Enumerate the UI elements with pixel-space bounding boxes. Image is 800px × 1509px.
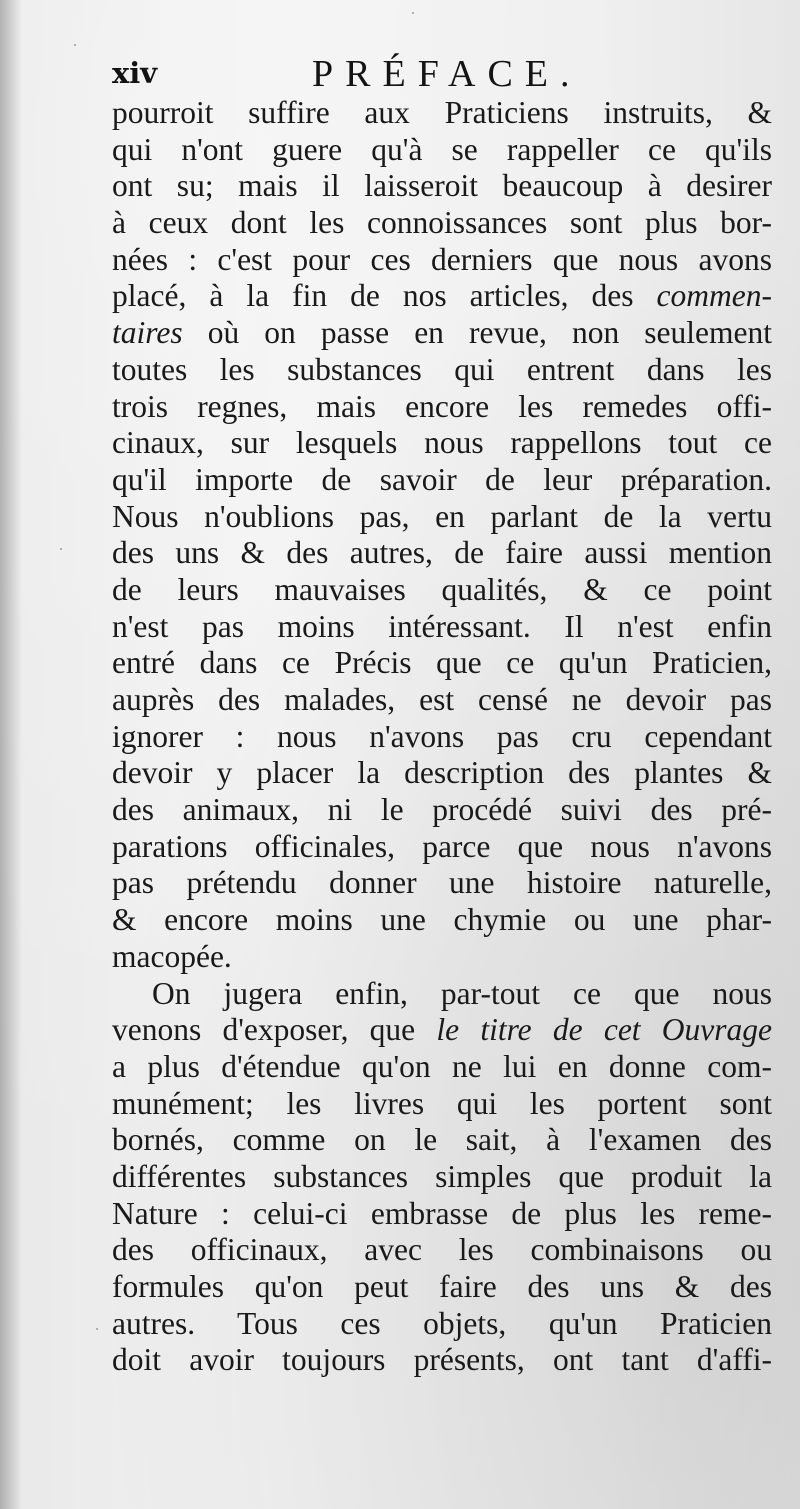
text-line bbox=[112, 1012, 772, 1049]
text-line: devoir y placer la description des plantes & bbox=[112, 755, 772, 791]
paper-speck bbox=[74, 44, 76, 46]
text-segment: placé, à la fin de nos articles, des bbox=[112, 278, 657, 314]
text-line: ignorer : nous n'avons pas cru cependant bbox=[112, 718, 772, 754]
text-line: trois regnes, mais encore les remedes offi- bbox=[112, 388, 772, 424]
text-segment: venons d'exposer, que bbox=[112, 1012, 437, 1048]
text-line: des animaux, ni le procédé suivi des pré- bbox=[112, 792, 772, 828]
italic-segment: taires bbox=[112, 315, 183, 351]
text-line: des officinaux, avec les combinaisons ou bbox=[112, 1232, 772, 1268]
text-line: & encore moins une chymie ou une phar- bbox=[112, 902, 772, 938]
text-line: de leurs mauvaises qualités, & ce point bbox=[112, 571, 772, 607]
text-line: auprès des malades, est censé ne devoir pas bbox=[112, 682, 772, 717]
text-line: cinaux, sur lesquels nous rappellons tout ce bbox=[112, 425, 772, 461]
text-line: à ceux dont les connoissances sont plus bor- bbox=[112, 205, 772, 241]
text-line: parations officinales, parce que nous n'avons bbox=[112, 828, 772, 864]
text-line bbox=[112, 315, 772, 352]
text-line: n'est pas moins intéressant. Il n'est enfin bbox=[112, 608, 772, 644]
italic-segment: le titre de cet Ouvrage bbox=[436, 1012, 772, 1048]
text-line: Nature : celui-ci embrasse de plus les reme- bbox=[112, 1195, 772, 1231]
text-line: On jugera enfin, par-tout ce que nous bbox=[152, 975, 772, 1011]
text-line: a plus d'étendue qu'on ne lui en donne com- bbox=[112, 1048, 772, 1084]
text-line: munément; les livres qui les portent sont bbox=[112, 1085, 772, 1121]
paper-speck bbox=[60, 548, 62, 550]
text-line: différentes substances simples que produit la bbox=[112, 1158, 772, 1194]
text-line: qui n'ont guere qu'à se rappeller ce qu'ils bbox=[112, 131, 772, 167]
page-edge-shadow bbox=[0, 0, 22, 1509]
text-line: nées : c'est pour ces derniers que nous avons bbox=[112, 241, 772, 277]
running-title: PRÉFACE. bbox=[312, 53, 582, 95]
text-line: ont su; mais il laisseroit beaucoup à desirer bbox=[112, 168, 772, 204]
page-number: xiv bbox=[112, 56, 158, 90]
text-line: formules qu'on peut faire des uns & des bbox=[112, 1269, 772, 1304]
text-line: qu'il importe de savoir de leur préparation. bbox=[112, 461, 772, 497]
text-line bbox=[112, 278, 772, 315]
text-line: bornés, comme on le sait, à l'examen des bbox=[112, 1122, 772, 1158]
text-line: toutes les substances qui entrent dans les bbox=[112, 351, 772, 387]
text-line: autres. Tous ces objets, qu'un Praticien bbox=[112, 1305, 772, 1341]
italic-segment: commen- bbox=[656, 278, 772, 314]
text-line: macopée. bbox=[112, 938, 232, 974]
paper-speck bbox=[96, 1328, 98, 1330]
body-text bbox=[112, 95, 772, 1379]
text-line: doit avoir toujours présents, ont tant d'affi- bbox=[112, 1342, 772, 1378]
text-line: Nous n'oublions pas, en parlant de la vertu bbox=[112, 498, 772, 534]
page-header bbox=[112, 52, 772, 96]
paper-speck bbox=[412, 12, 414, 14]
text-line: des uns & des autres, de faire aussi mention bbox=[112, 535, 772, 571]
text-segment: où on passe en revue, non seulement bbox=[182, 315, 772, 351]
text-line: pas prétendu donner une histoire naturelle, bbox=[112, 865, 772, 901]
text-line: pourroit suffire aux Praticiens instruits, & bbox=[112, 95, 772, 130]
text-line: entré dans ce Précis que ce qu'un Praticien, bbox=[112, 645, 772, 681]
